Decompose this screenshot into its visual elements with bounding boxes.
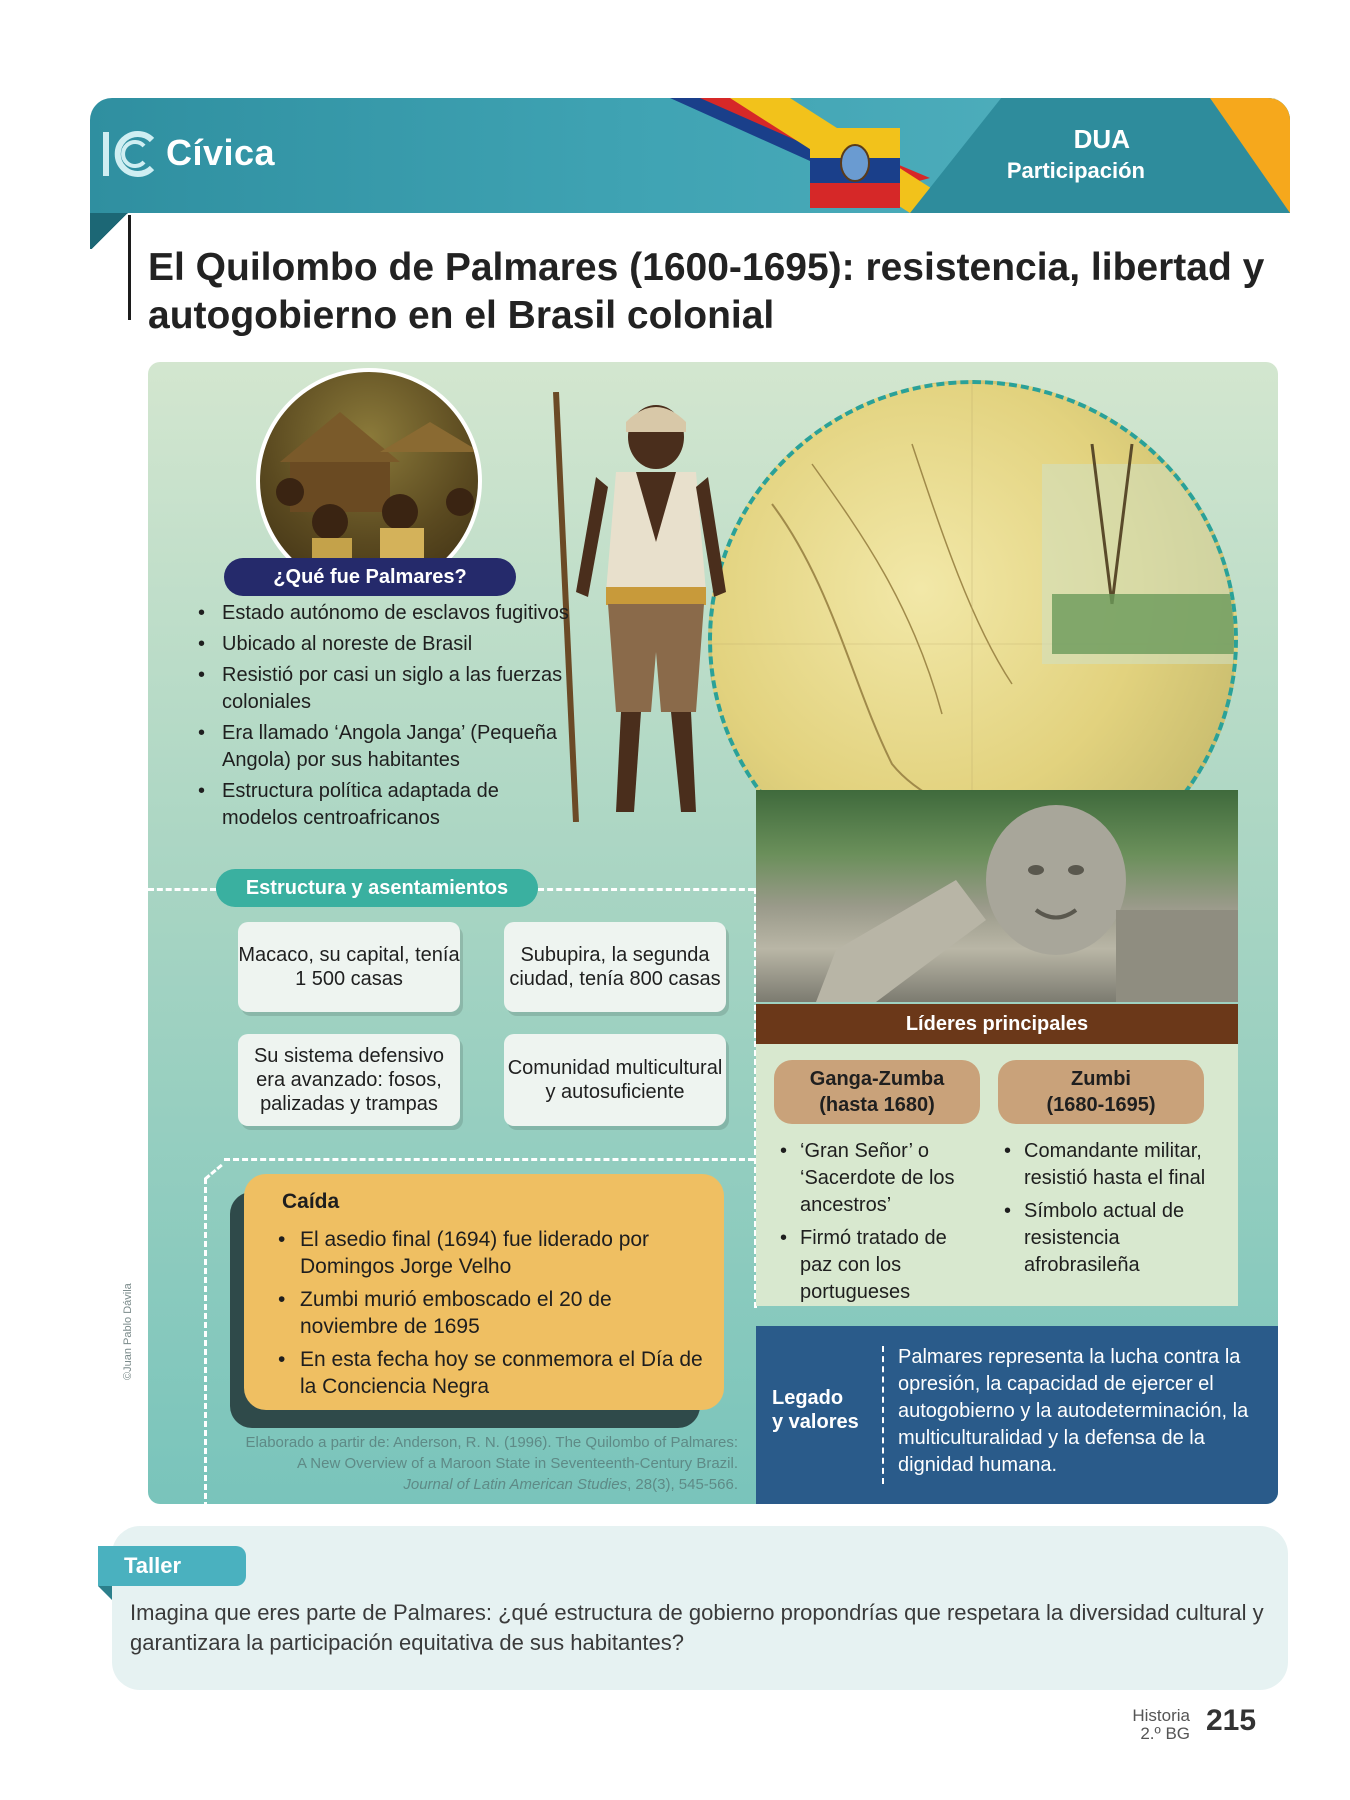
leader-ganga-zumba: [774, 1060, 980, 1124]
legado-label-line: Legado: [772, 1387, 844, 1409]
zumbi-statue-image: [756, 790, 1238, 1002]
leader-name: Ganga-Zumba: [809, 1068, 945, 1090]
legado-box: [756, 1326, 1278, 1504]
dua-subtitle: Participación: [1006, 158, 1145, 183]
page-number: 215: [1206, 1704, 1257, 1737]
list-item: • Firmó tratado de paz con los portugueses: [778, 1225, 978, 1306]
ganga-zumba-list: [778, 1138, 978, 1312]
dua-title: DUA: [1073, 124, 1130, 154]
settlement-box: [504, 922, 726, 1012]
grade: 2.º BG: [1140, 1724, 1190, 1743]
taller-question: Imagina que eres parte de Palmares: ¿qué estructura de gobierno propondrías que respetara la diversidad cultural y garantizara la participación equitativa de sus habitantes?: [130, 1600, 1264, 1655]
palmares-man-illustration: [536, 392, 776, 822]
footer-subject: [1110, 1707, 1190, 1743]
box-text: Macaco, su capital, tenía 1 500 casas: [238, 944, 460, 990]
title-rule: [128, 215, 131, 320]
source-line: Elaborado a partir de: Anderson, R. N. (1996). The Quilombo of Palmares:: [245, 1434, 738, 1451]
list-item: • Comandante militar, resistió hasta el final: [1002, 1138, 1212, 1192]
ic-logo-icon: [100, 128, 160, 180]
caida-box: [244, 1174, 724, 1410]
dashed-divider: [538, 888, 754, 891]
zumbi-list: [1002, 1138, 1212, 1285]
legado-divider: [882, 1346, 884, 1484]
caida-list: [274, 1226, 714, 1406]
box-text: Su sistema defensivo era avanzado: fosos, palizadas y trampas: [253, 1045, 445, 1115]
settlement-box: [504, 1034, 726, 1126]
header-banner: [90, 98, 1290, 213]
banner-fold: [90, 213, 130, 249]
legado-text: Palmares representa la lucha contra la opresión, la capacidad de ejercer el autogobierno y la autodeterminación, la multiculturalidad y la defensa de la dignidad humana.: [898, 1346, 1249, 1476]
list-item: • Ubicado al noreste de Brasil: [192, 631, 572, 658]
list-item: • Estructura política adaptada de modelos centroafricanos: [192, 778, 572, 832]
list-item: • En esta fecha hoy se conmemora el Día de la Conciencia Negra: [274, 1346, 714, 1400]
source-citation: [168, 1432, 738, 1495]
list-item: • Zumbi murió emboscado el 20 de noviembre de 1695: [274, 1286, 714, 1340]
caida-title: Caída: [282, 1190, 340, 1213]
infographic-panel: [148, 362, 1278, 1504]
leader-name: Zumbi: [1071, 1068, 1131, 1090]
settlement-box: [238, 1034, 460, 1126]
legado-label-line: y valores: [772, 1411, 859, 1433]
lideres-label: Líderes principales: [756, 1004, 1238, 1044]
journal-name: Journal of Latin American Studies: [403, 1476, 628, 1493]
leader-period: (1680-1695): [1046, 1094, 1156, 1116]
taller-label: Taller: [98, 1546, 246, 1586]
list-item: • El asedio final (1694) fue liderado por Domingos Jorge Velho: [274, 1226, 714, 1280]
box-text: Subupira, la segunda ciudad, tenía 800 casas: [509, 944, 721, 990]
dashed-divider: [148, 888, 216, 891]
list-item: • Estado autónomo de esclavos fugitivos: [192, 600, 572, 627]
legado-label: [772, 1386, 882, 1434]
source-line: A New Overview of a Maroon State in Seventeenth-Century Brazil.: [296, 1455, 738, 1472]
photo-credit: ©Juan Pablo Dávila: [122, 1283, 134, 1380]
box-text: Comunidad multicultural y autosuficiente: [507, 1057, 723, 1103]
settlement-box: [238, 922, 460, 1012]
leader-period: (hasta 1680): [819, 1094, 935, 1116]
leader-zumbi: [998, 1060, 1204, 1124]
journal-ref: , 28(3), 545-566.: [627, 1476, 738, 1493]
page-title: El Quilombo de Palmares (1600-1695): resistencia, libertad y autogobierno en el Brasil colonial: [148, 246, 1265, 337]
source-line: [168, 1474, 738, 1495]
list-item: • Era llamado ‘Angola Janga’ (Pequeña Angola) por sus habitantes: [192, 720, 572, 774]
list-item: • Símbolo actual de resistencia afrobrasileña: [1002, 1198, 1212, 1279]
list-item: • Resistió por casi un siglo a las fuerzas coloniales: [192, 662, 572, 716]
estructura-label: Estructura y asentamientos: [216, 869, 538, 907]
statue-drawing: [756, 790, 1238, 1002]
que-fue-list: [192, 600, 572, 836]
brand-title: Cívica: [166, 132, 276, 173]
dashed-divider: [224, 1158, 754, 1161]
subject-name: Historia: [1132, 1706, 1190, 1725]
taller-fold: [98, 1586, 112, 1600]
dashed-divider: [204, 1164, 223, 1180]
que-fue-label: ¿Qué fue Palmares?: [224, 558, 516, 596]
list-item: • ‘Gran Señor’ o ‘Sacerdote de los ancestros’: [778, 1138, 978, 1219]
